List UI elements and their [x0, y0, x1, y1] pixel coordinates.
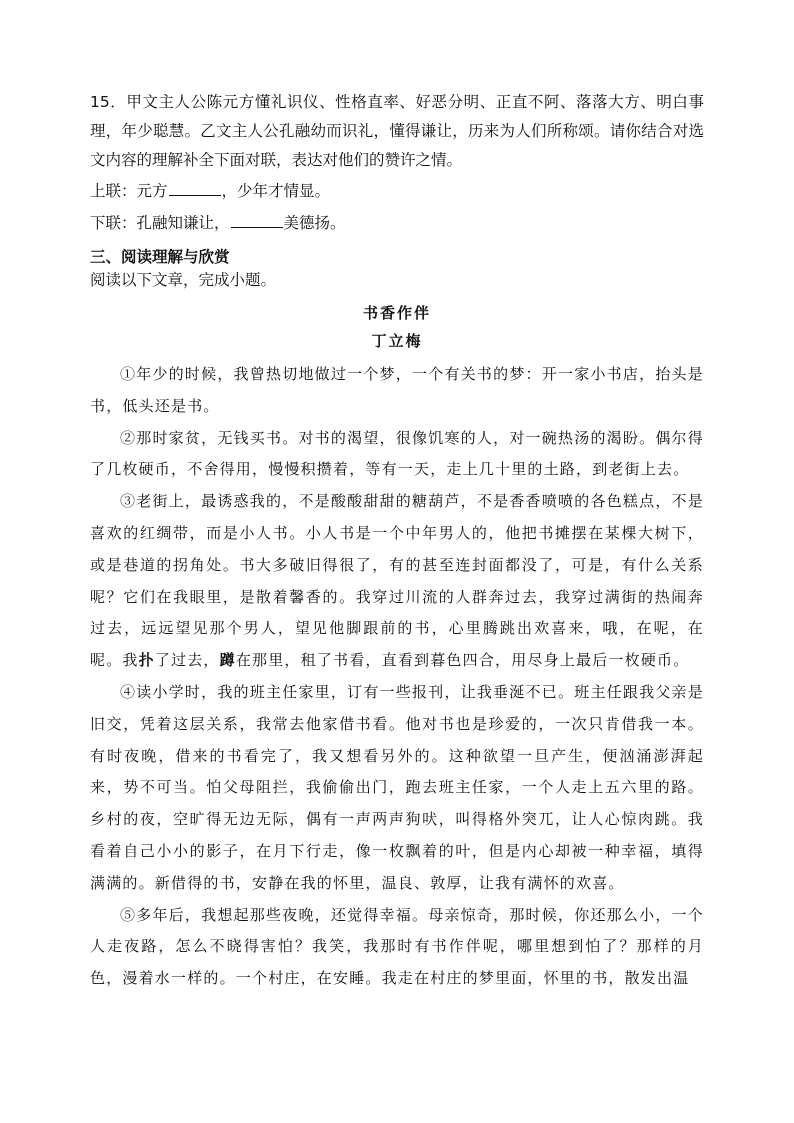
page-content [90, 88, 704, 995]
couplet-lower [90, 207, 704, 239]
section-instruction: 阅读以下文章，完成小题。 [90, 271, 277, 289]
couplet-upper-blank[interactable] [169, 181, 221, 196]
article-paragraph-5: ⑤多年后，我想起那些夜晚，还觉得幸福。母亲惊奇，那时候，你还那么小，一个人走夜路，怎么不晓得害怕？我笑，我那时有书作伴呢，哪里想到怕了？那样的月色，漫着水一样的。一个村庄，在安睡。我走在村庄的梦里面，怀里的书，散发出温 [90, 905, 704, 988]
paragraph-3-part-c: 在那里，租了书看，直看到暮色四合，用尽身上最后一枚硬币。 [235, 651, 690, 670]
article-paragraph-2: ②那时家贫，无钱买书。对书的渴望，很像饥寒的人，对一碗热汤的渴盼。偶尔得了几枚硬币，不舍得用，慢慢积攒着，等有一天，走上几十里的土路，到老街上去。 [90, 428, 704, 479]
paragraph-3-part-b: 了过去， [154, 651, 220, 670]
emphasized-word-pu: 扑 [138, 651, 155, 670]
couplet-lower-suffix: 美德扬。 [283, 214, 346, 232]
section-title: 三、阅读理解与欣赏 [90, 248, 230, 266]
article-paragraph-4: ④读小学时，我的班主任家里，订有一些报刊，让我垂涎不已。班主任跟我父亲是旧交，凭着这层关系，我常去他家借书看。他对书也是珍爱的，一次只肯借我一本。有时夜晚，借来的书看完了，我又想看另外的。这种欲望一旦产生，便汹涌澎湃起来，势不可当。怕父母阻拦，我偷偷出门，跑去班主任家，一个人走上五六里的路。乡村的夜，空旷得无边无际，偶有一声两声狗吠，叫得格外突兀，让人心惊肉跳。我看着自己小小的影子，在月下行走，像一枚飘着的叶，但是内心却被一种幸福，填得满满的。新借得的书，安静在我的怀里，温良、敦厚，让我有满怀的欢喜。 [90, 682, 704, 892]
article-author: 丁立梅 [371, 332, 423, 350]
couplet-upper-prefix: 上联：元方 [90, 182, 168, 200]
article-paragraph-1: ①年少的时候，我曾热切地做过一个梦，一个有关书的梦：开一家小书店，抬头是书，低头还是书。 [90, 365, 704, 415]
emphasized-word-dun: 蹲 [219, 651, 236, 670]
article-title: 书香作伴 [362, 304, 431, 322]
couplet-upper [90, 175, 704, 207]
article-paragraph-3 [90, 486, 704, 677]
paragraph-3-part-a: ③老街上，最诱惑我的，不是酸酸甜甜的糖葫芦，不是香香喷喷的各色糕点，不是喜欢的红绸带，而是小人书。小人书是一个中年男人的，他把书摊摆在某棵大树下，或是巷道的拐角处。书大多破旧得很了，有的甚至连封面都没了，可是，有什么关系呢？它们在我眼里，是散着馨香的。我穿过川流的人群奔过去，我穿过满街的热闹奔过去，远远望见那个男人，望见他脚跟前的书，心里腾跳出欢喜来，哦，在呢，在呢。我 [90, 492, 704, 670]
question-15-text: 15．甲文主人公陈元方懂礼识仪、性格直率、好恶分明、正直不阿、落落大方、明白事理，年少聪慧。乙文主人公孔融幼而识礼，懂得谦让，历来为人们所称颂。请你结合对选文内容的理解补全下面对联，表达对他们的赞许之情。 [90, 93, 704, 169]
couplet-lower-blank[interactable] [231, 213, 283, 228]
couplet-lower-prefix: 下联：孔融知谦让， [90, 214, 230, 232]
couplet-upper-suffix: ，少年才情显。 [221, 182, 331, 200]
